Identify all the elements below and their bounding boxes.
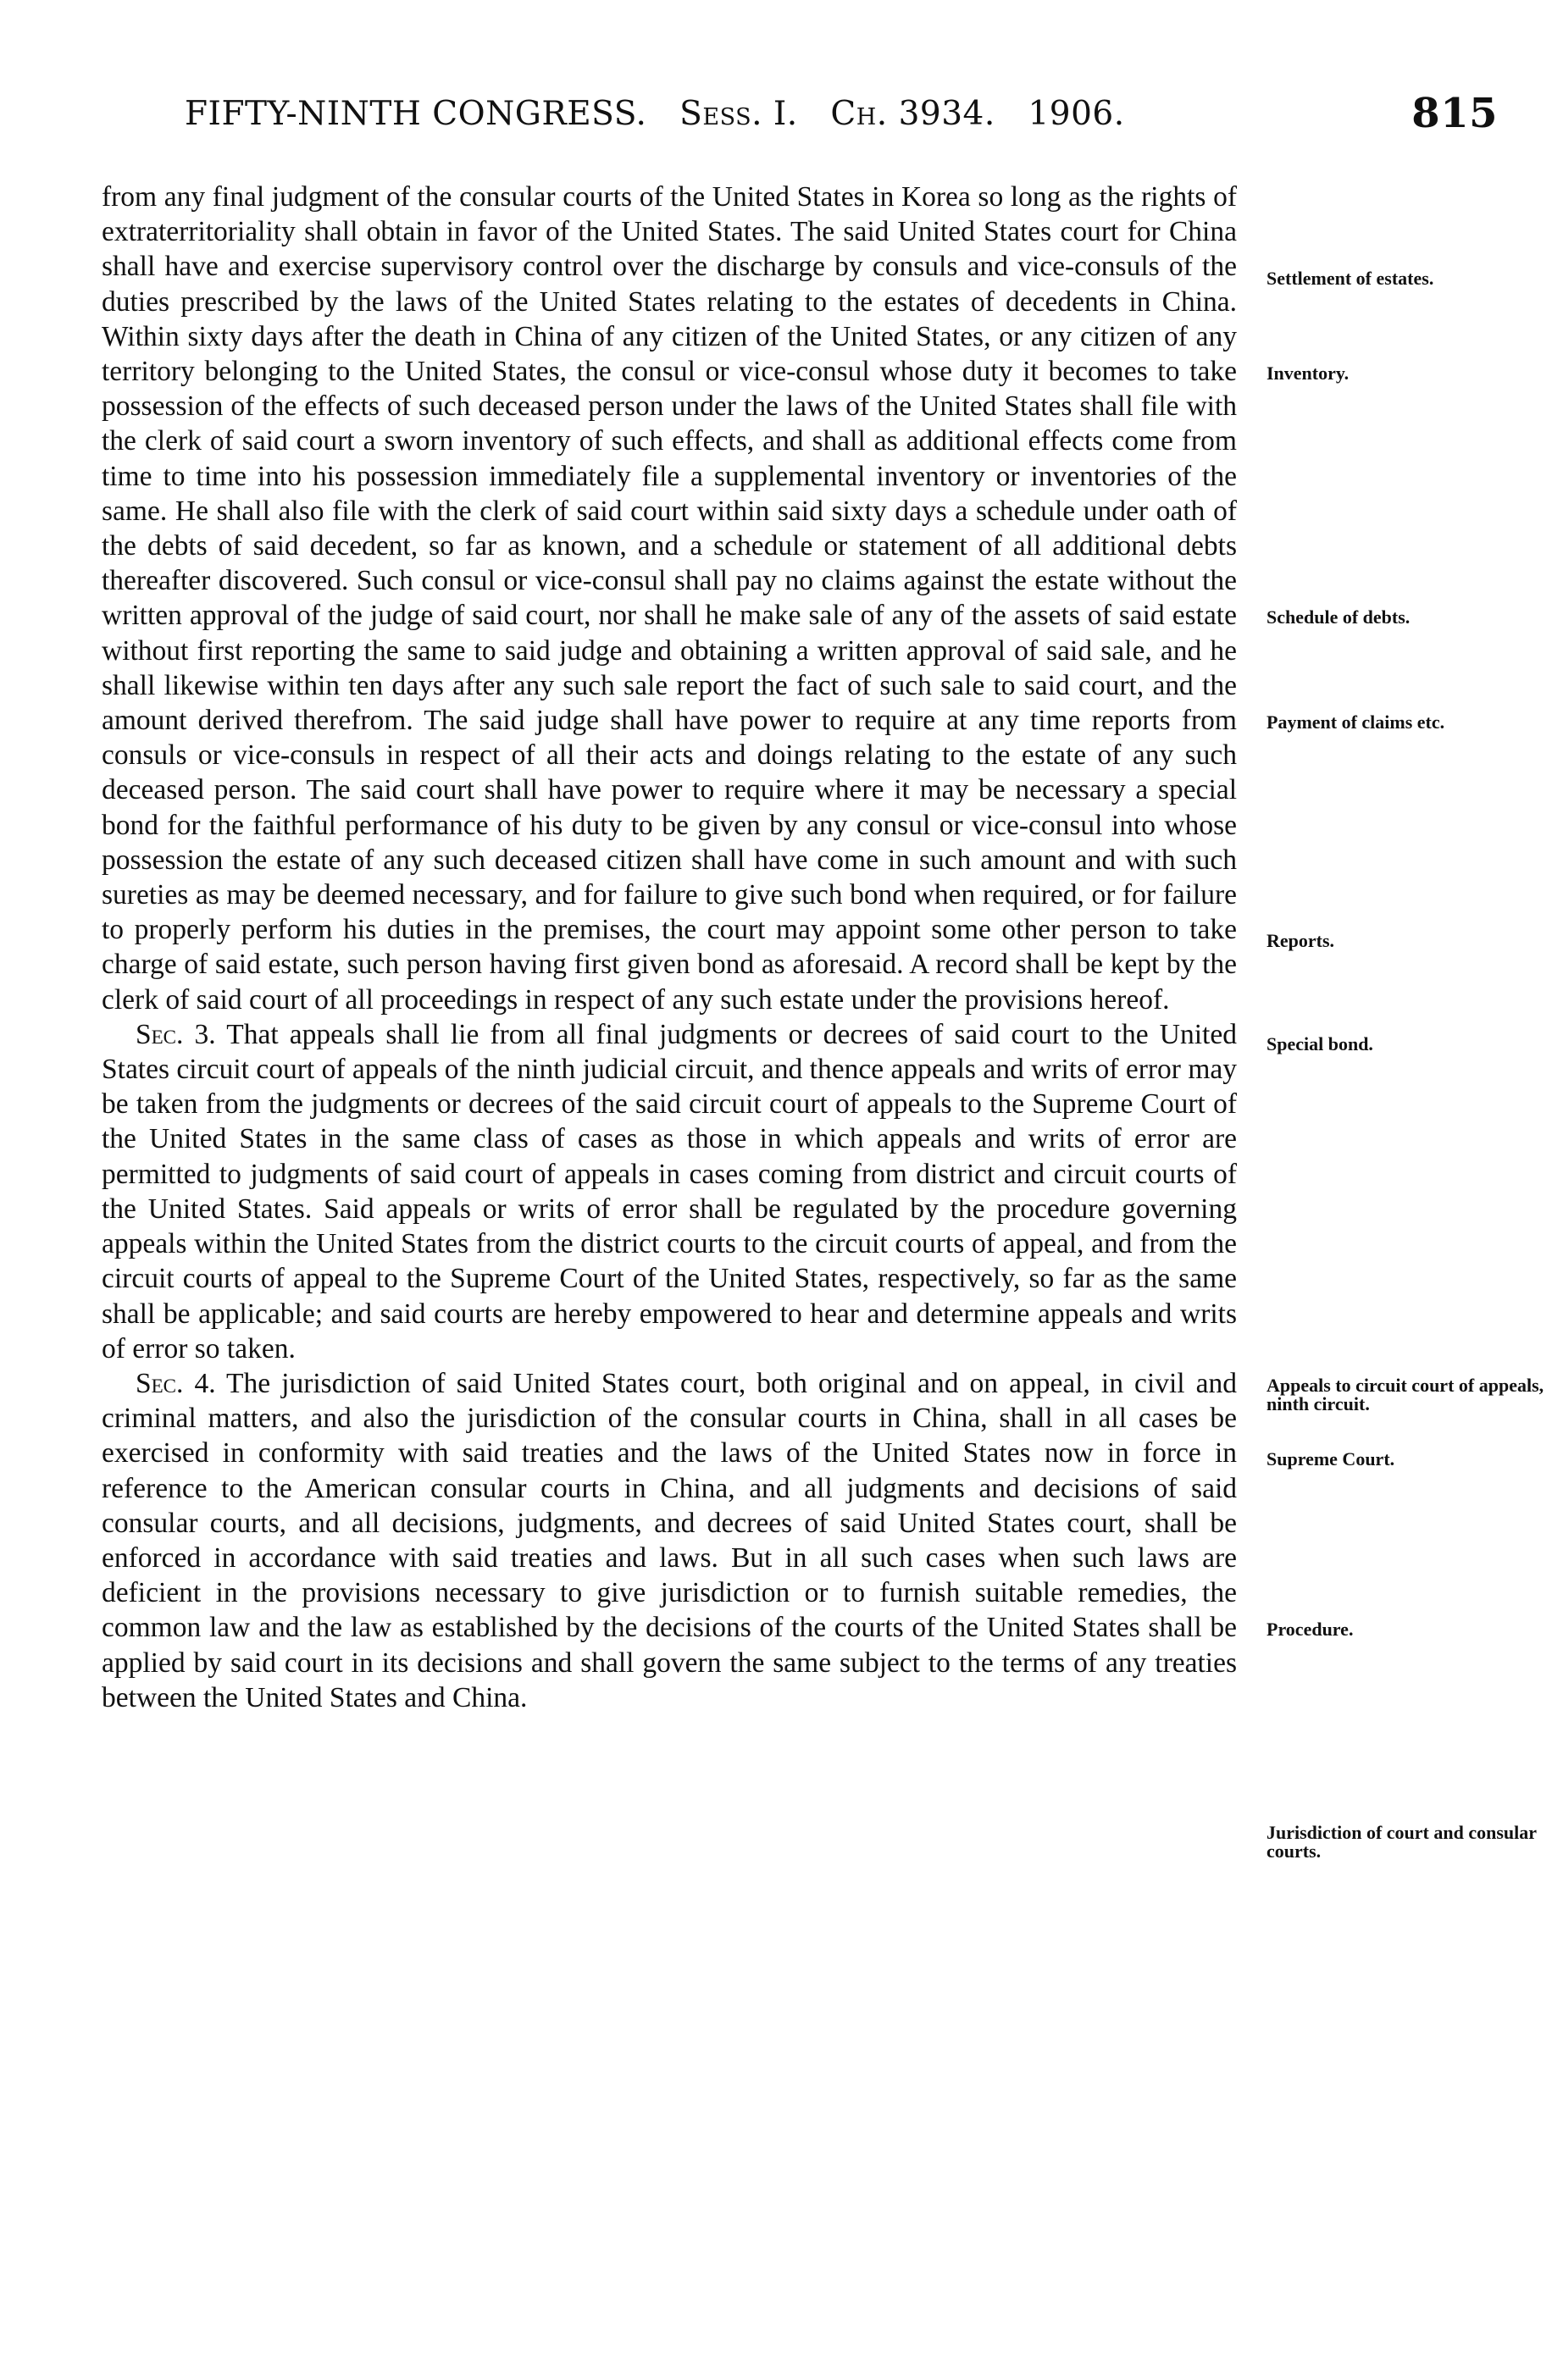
year-label: 1906.	[1028, 95, 1125, 133]
note-appeals: Appeals to circuit court of appeals, ninth circuit.	[1266, 1375, 1544, 1414]
marginal-notes	[1266, 0, 1546, 2380]
note-schedule: Schedule of debts.	[1266, 606, 1411, 628]
page-number: 815	[1411, 90, 1498, 137]
session-label: Sess. I.	[679, 95, 798, 133]
note-inventory: Inventory.	[1266, 363, 1350, 384]
section-3-label: Sec. 3.	[136, 1018, 216, 1050]
note-jurisdiction: Jurisdiction of court and consular courts.	[1266, 1822, 1537, 1862]
note-procedure: Procedure.	[1266, 1619, 1354, 1640]
section-4-label: Sec. 4.	[136, 1367, 216, 1399]
note-payment: Payment of claims etc.	[1266, 711, 1445, 733]
running-head	[185, 95, 1125, 133]
congress-label: FIFTY-NINTH CONGRESS.	[185, 95, 647, 133]
paragraph-estates: from any final judgment of the consular courts of the United States in Korea so long as the rights of extraterritoriality shall obtain in favor of the United States. The said United States court for China shall have and exercise supervisory control over the discharge by consuls and vice-consuls of the duties prescribed by the laws of the United States relating to the estates of decedents in China. Within sixty days after the death in China of any citizen of the United States, or any citizen of any territory belonging to the United States, the consul or vice-consul whose duty it becomes to take possession of the effects of such deceased person under the laws of the United States shall file with the clerk of said court a sworn inventory of such effects, and shall as additional effects come from time to time into his possession immediately file a supplemental inventory or inventories of the same. He shall also file with the clerk of said court within said sixty days a schedule under oath of the debts of said decedent, so far as known, and a schedule or statement of all additional debts thereafter discovered. Such consul or vice-consul shall pay no claims against the estate without the written approval of the judge of said court, nor shall he make sale of any of the assets of said estate without first reporting the same to said judge and obtaining a written approval of said sale, and he shall likewise within ten days after any such sale report the fact of such sale to said court, and the amount derived therefrom. The said judge shall have power to require at any time reports from consuls or vice-consuls in respect of all their acts and doings relating to the estate of any such deceased person. The said court shall have power to require where it may be necessary a special bond for the faithful performance of his duty to be given by any consul or vice-consul into whose possession the estate of any such deceased citizen shall have come in such amount and with such sureties as may be deemed necessary, and for failure to give such bond when required, or for failure to properly perform his duties in the premises, the court may appoint some other person to take charge of said estate, such person having first given bond as aforesaid. A record shall be kept by the clerk of said court of all proceedings in respect of any such estate under the provisions hereof.	[102, 181, 1237, 1016]
chapter-label: Ch. 3934.	[830, 95, 995, 133]
note-special-bond: Special bond.	[1266, 1033, 1373, 1054]
section-3-text: That appeals shall lie from all final judgments or decrees of said court to the United States circuit court of appeals of the ninth judicial circuit, and thence appeals and writs of error may be taken from the judgments or decrees of the said circuit court of appeals to the Supreme Court of the United States in the same class of cases as those in which appeals and writs of error are permitted to judgments of said court of appeals in cases coming from district and circuit courts of the United States. Said appeals or writs of error shall be regulated by the procedure governing appeals within the United States from the district courts to the circuit courts of appeal, and from the circuit courts of appeal to the Supreme Court of the United States, respectively, so far as the same shall be applicable; and said courts are hereby empowered to hear and determine appeals and writs of error so taken.	[102, 1018, 1237, 1364]
statute-text	[102, 180, 1237, 1715]
section-4-text: The jurisdiction of said United States court, both original and on appeal, in civil and criminal matters, and also the jurisdiction of the consular courts in China, shall in all cases be exercised in conformity with said treaties and the laws of the United States now in force in reference to the American consular courts in China, and all judgments and decisions of said consular courts, and all decisions, judgments, and decrees of said United States court, shall be enforced in accordance with said treaties and laws. But in all such cases when such laws are deficient in the provisions necessary to give jurisdiction or to furnish suitable remedies, the common law and the law as established by the decisions of the courts of the United States shall be applied by said court in its decisions and shall govern the same subject to the terms of any treaties between the United States and China.	[102, 1367, 1237, 1713]
note-settlement: Settlement of estates.	[1266, 268, 1434, 289]
section-4	[102, 1366, 1237, 1715]
section-3	[102, 1017, 1237, 1366]
note-reports: Reports.	[1266, 930, 1335, 951]
note-supreme: Supreme Court.	[1266, 1448, 1395, 1470]
